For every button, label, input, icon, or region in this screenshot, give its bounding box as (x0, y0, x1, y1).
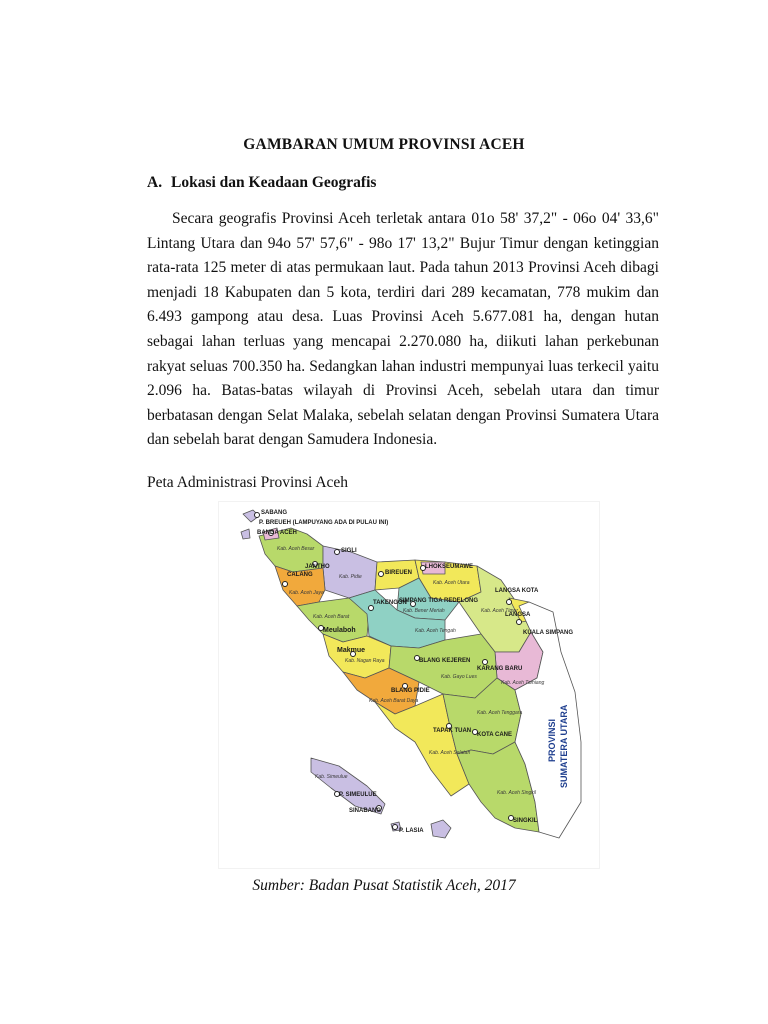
label-tapaktuan: TAPAK TUAN (433, 728, 472, 734)
body-paragraph: Secara geografis Provinsi Aceh terletak antara 01o 58' 37,2" - 06o 04' 33,6" Lintang Utara dan 94o 57' 57,6" - 98o 17' 13,2" Bujur Timur dengan ketinggian rata-rata 125 meter di atas permukaan laut. Pada tahun 2013 Provinsi Aceh dibagi menjadi 18 Kabupaten dan 5 kota, terdiri dari 289 kecamatan, 778 mukim dan 6.493 gampong atau desa. Luas Provinsi Aceh 5.677.081 ha, dengan hutan sebagai lahan terluas yang mencapai 2.270.080 ha, diikuti lahan perkebunan rakyat seluas 700.350 ha. Sedangkan lahan industri mempunyai luas terkecil yaitu 2.096 ha. Batas-batas wilayah di Provinsi Aceh, sebelah utara dan timur berbatasan dengan Selat Malaka, sebelah selatan dengan Provinsi Sumatera Utara dan sebelah barat dengan Samudera Indonesia. (147, 210, 659, 449)
section-title: Lokasi dan Keadaan Geografis (171, 174, 377, 191)
label-kab-simeulue: Kab. Simeulue (315, 774, 348, 780)
label-makmue: Makmue (337, 647, 366, 654)
city-marker (283, 582, 288, 587)
label-kuala-simpang: KUALA SIMPANG (523, 630, 573, 636)
label-kab-aceh-besar: Kab. Aceh Besar (277, 546, 315, 552)
city-marker (335, 550, 340, 555)
label-blang-pidie: BLANG PIDIE (391, 688, 430, 694)
simeulue-island (311, 758, 385, 814)
label-calang: CALANG (287, 572, 313, 578)
label-sinabang: SINABANG (349, 808, 382, 814)
label-blang-kejeren: BLANG KEJEREN (419, 658, 471, 664)
city-marker (369, 606, 374, 611)
label-sigli: SIGLI (341, 548, 357, 554)
map-svg (219, 502, 599, 868)
label-kab-gayo-lues: Kab. Gayo Lues (441, 674, 477, 680)
city-marker (483, 660, 488, 665)
label-provinsi: PROVINSI (547, 718, 557, 762)
label-kab-aceh-singkil: Kab. Aceh Singkil (497, 790, 537, 796)
label-kab-aceh-jaya: Kab. Aceh Jaya (289, 590, 324, 596)
map-caption: Peta Administrasi Provinsi Aceh (147, 474, 349, 491)
label-kab-aceh-barat: Kab. Aceh Barat (313, 614, 350, 620)
city-marker (507, 600, 512, 605)
label-sumatera-utara: SUMATERA UTARA (559, 704, 569, 788)
banyak-island (431, 820, 451, 838)
city-marker (517, 620, 522, 625)
map-source: Sumber: Badan Pusat Statistik Aceh, 2017 (252, 877, 516, 894)
label-bireuen: BIREUEN (385, 570, 413, 576)
label-kab-bener-meriah: Kab. Bener Meriah (403, 608, 445, 614)
label-kab-aceh-selatan: Kab. Aceh Selatan (429, 750, 471, 756)
aceh-administrative-map (219, 502, 599, 868)
label-kab-aceh-tamiang: Kab. Aceh Tamiang (501, 680, 545, 686)
label-takengon: TAKENGON (373, 600, 407, 606)
label-p-lasia: P. LASIA (399, 828, 424, 834)
label-meulaboh: Meulaboh (323, 627, 356, 634)
label-kota-cane: KOTA CANE (477, 732, 512, 738)
label-p-simeulue: P. SIMEULUE (339, 792, 377, 798)
section-number: A. (147, 174, 163, 191)
label-langsa: LANGSA (505, 612, 531, 618)
label-singkil: SINGKIL (513, 818, 538, 824)
breueh-island (241, 529, 250, 539)
label-kab-aceh-timur: Kab. Aceh Timur (481, 608, 519, 614)
label-kab-aceh-utara: Kab. Aceh Utara (433, 580, 470, 586)
city-marker (255, 513, 260, 518)
label-lhokseumawe: LHOKSEUMAWE (425, 564, 473, 570)
label-kab-nagan-raya: Kab. Nagan Raya (345, 658, 385, 664)
city-marker (393, 825, 398, 830)
city-marker (379, 572, 384, 577)
label-kab-aceh-tenggara: Kab. Aceh Tenggara (477, 710, 523, 716)
label-kab-aceh-tengah: Kab. Aceh Tengah (415, 628, 456, 634)
label-simpang-tiga: SIMPANG TIGA REDELONG (399, 598, 479, 604)
label-banda-aceh: BANDA ACEH (257, 530, 297, 536)
page-title: GAMBARAN UMUM PROVINSI ACEH (243, 136, 525, 153)
label-kab-pidie: Kab. Pidie (339, 574, 362, 580)
label-sabang: SABANG (261, 510, 288, 516)
label-kab-abdya: Kab. Aceh Barat Daya (369, 698, 419, 704)
label-karang-baru: KARANG BARU (477, 666, 523, 672)
label-langsa-kota: LANGSA KOTA (495, 588, 539, 594)
label-jantho: JANTHO (305, 564, 330, 570)
label-breueh: P. BREUEH (LAMPUYANG ADA DI PULAU INI) (259, 520, 389, 526)
section-heading (147, 174, 376, 192)
